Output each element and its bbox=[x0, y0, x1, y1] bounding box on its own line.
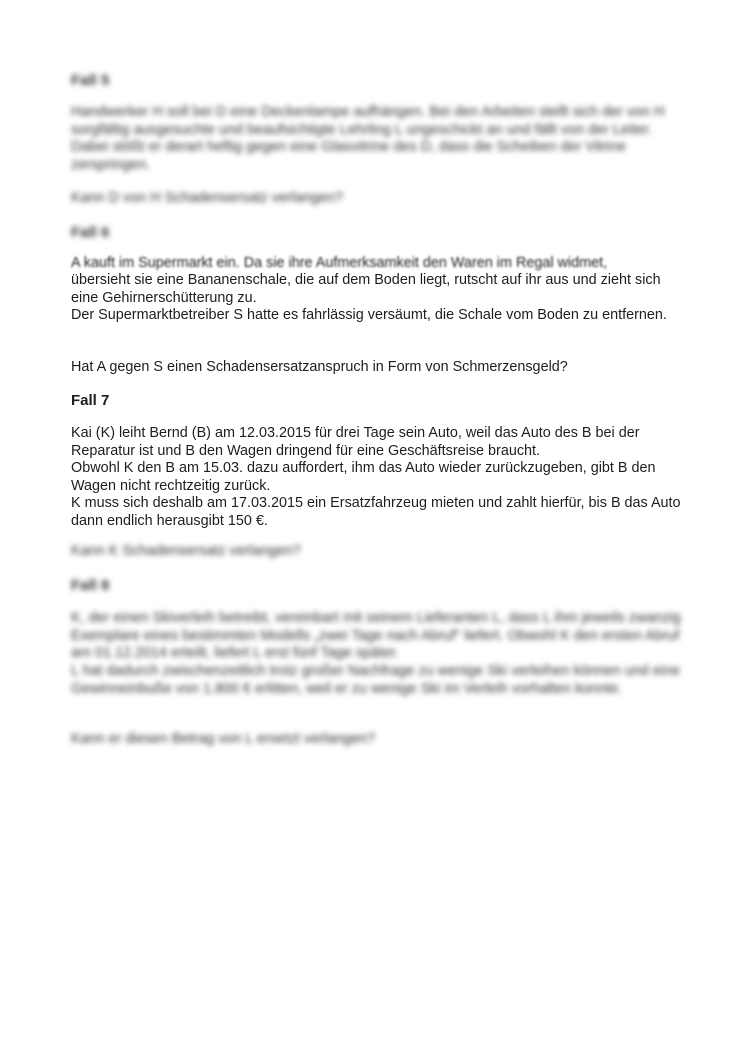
fall8-text1: K, der einen Skiverleih betreibt, vereinbart mit seinem Lieferanten L, dass L ihm jeweils zwanzig Exemplare eines bestimmten Modells „zwei Tage nach Abruf“ liefert. Obwohl K den ersten Abruf am 01.12.2014 erteilt, liefert L erst fünf Tage später. bbox=[71, 610, 681, 661]
fall7-question: Kann K Schadensersatz verlangen? bbox=[71, 543, 301, 559]
fall7-text1: Kai (K) leiht Bernd (B) am 12.03.2015 für drei Tage sein Auto, weil das Auto des B bei der Reparatur ist und B den Wagen dringend für eine Geschäftsreise braucht. bbox=[71, 425, 640, 459]
fall7-text2: Obwohl K den B am 15.03. dazu auffordert, ihm das Auto wieder zurückzugeben, gibt B den Wagen nicht rechtzeitig zurück. bbox=[71, 460, 656, 494]
fall7-text3: K muss sich deshalb am 17.03.2015 ein Ersatzfahrzeug mieten und zahlt hierfür, bis B das Auto dann endlich herausgibt 150 €. bbox=[71, 495, 681, 529]
fall6-text: übersieht sie eine Bananenschale, die auf dem Boden liegt, rutscht auf ihr aus und zieht sich eine Gehirnerschütterung zu. bbox=[71, 272, 661, 306]
fall5-text: Handwerker H soll bei D eine Deckenlampe aufhängen. Bei den Arbeiten stellt sich der von H sorgfältig ausgesuchte und beaufsichtigte Lehrling L ungeschickt an und fällt von der Leiter. Dabei stößt er derart heftig gegen eine Glasvitrine des D, dass die Scheiben der Vitrine zerspringen. bbox=[71, 104, 665, 173]
fall5-question: Kann D von H Schadensersatz verlangen? bbox=[71, 190, 343, 206]
fall5-heading: Fall 5 bbox=[71, 72, 110, 89]
fall8-heading: Fall 8 bbox=[71, 577, 110, 594]
fall6-heading: Fall 6 bbox=[71, 224, 110, 241]
fall6-question: Hat A gegen S einen Schadensersatzanspruch in Form von Schmerzensgeld? bbox=[71, 359, 568, 375]
fall6-text2: Der Supermarktbetreiber S hatte es fahrlässig versäumt, die Schale vom Boden zu entfernen. bbox=[71, 307, 667, 323]
fall7-heading: Fall 7 bbox=[71, 392, 110, 409]
fall8-text2: L hat dadurch zwischenzeitlich trotz großer Nachfrage zu wenige Ski verleihen können und eine Gewinneinbuße von 1.800 € erlitten, weil er zu wenige Ski im Verleih vorhalten konnte. bbox=[71, 663, 681, 697]
fall6-line1: A kauft im Supermarkt ein. Da sie ihre Aufmerksamkeit den Waren im Regal widmet, bbox=[71, 255, 608, 271]
fall8-question: Kann er diesen Betrag von L ersetzt verlangen? bbox=[71, 731, 376, 747]
